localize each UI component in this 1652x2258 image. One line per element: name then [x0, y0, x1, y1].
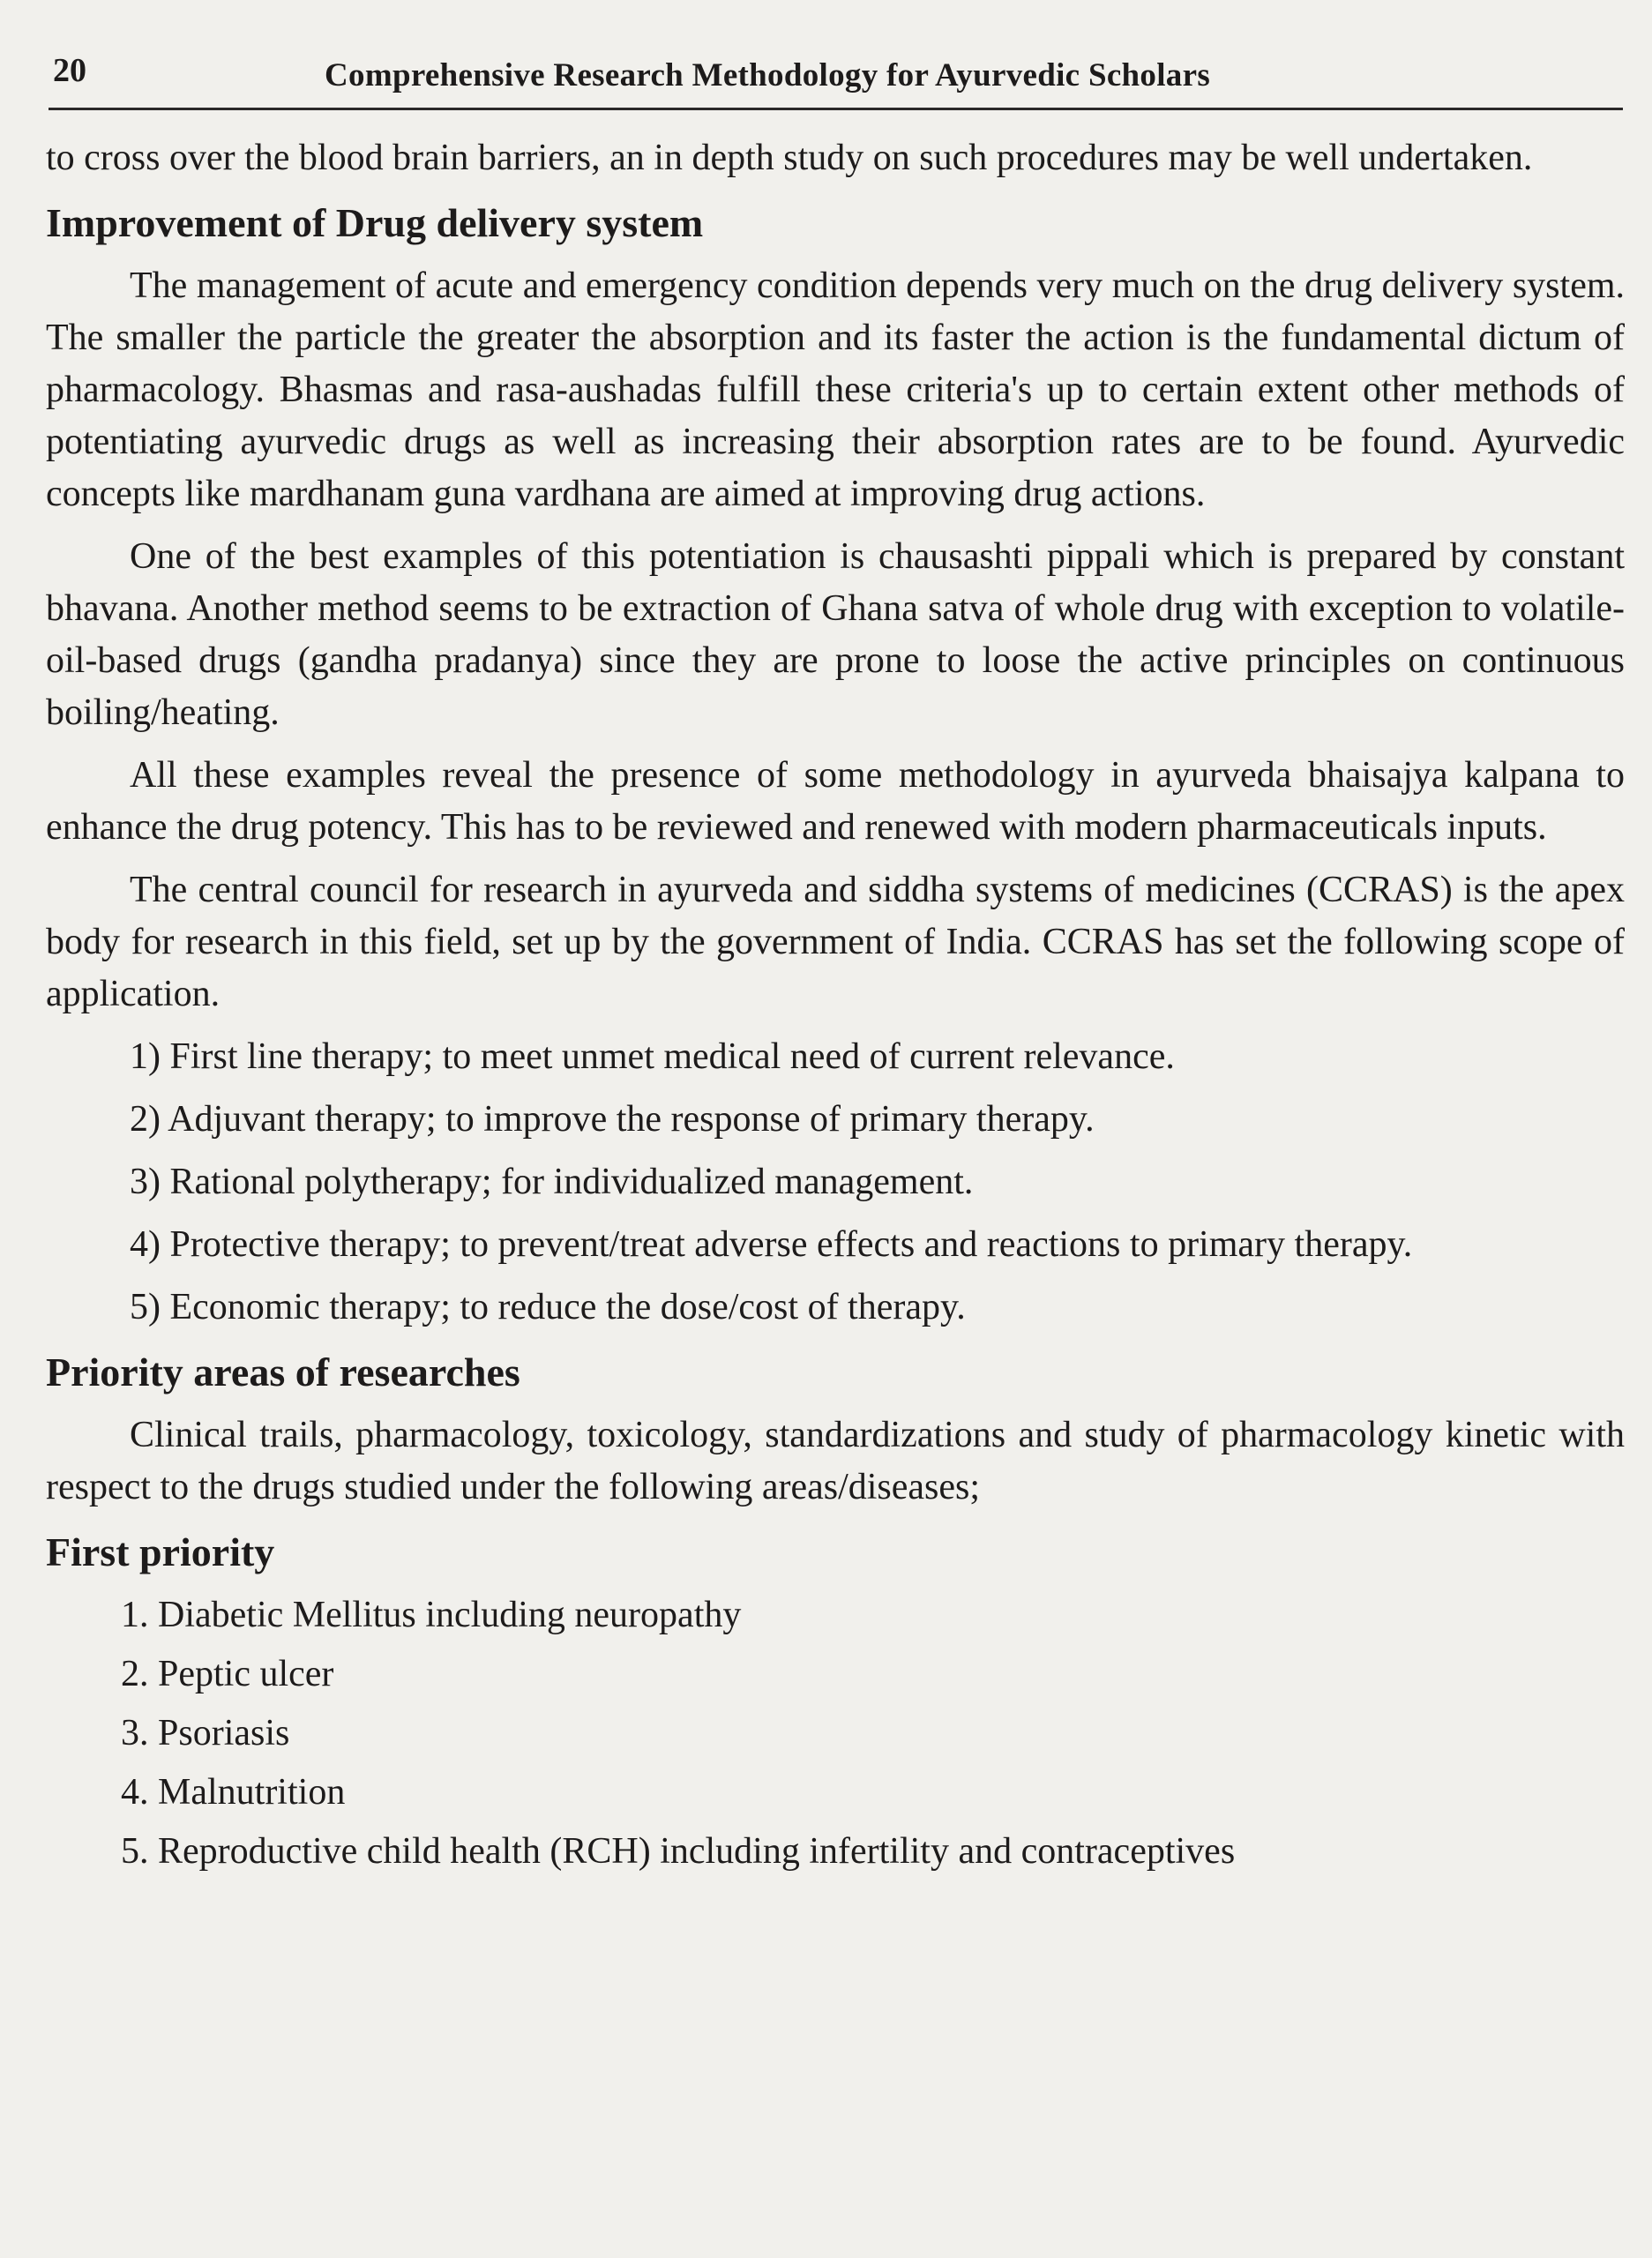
- scope-item: 1) First line therapy; to meet unmet medical need of current relevance.: [130, 1036, 1175, 1077]
- scope-item: 3) Rational polytherapy; for individualized management.: [130, 1162, 974, 1202]
- list-item: 3. Psoriasis: [121, 1713, 290, 1753]
- list-item: 1. Diabetic Mellitus including neuropathy: [121, 1595, 742, 1635]
- paragraph-priority-areas: Clinical trails, pharmacology, toxicology, standardizations and study of pharmacology kinetic with respect to the drugs studied under the following areas/diseases;: [46, 1415, 1625, 1507]
- intro-paragraph: to cross over the blood brain barriers, an in depth study on such procedures may be well undertaken.: [46, 138, 1533, 178]
- page-number: 20: [53, 52, 86, 89]
- section-heading-priority-areas: Priority areas of researches: [46, 1350, 520, 1394]
- first-priority-list: [46, 1589, 1625, 1878]
- running-title: Comprehensive Research Methodology for Ayurvedic Scholars: [325, 57, 1211, 93]
- scope-item: 4) Protective therapy; to prevent/treat adverse effects and reactions to primary therapy.: [130, 1224, 1413, 1265]
- page-header: [53, 51, 1623, 104]
- paragraph-drug-delivery-1: The management of acute and emergency condition depends very much on the drug delivery system. The smaller the particle the greater the absorption and its faster the action is the fundamental dictum of pharmacology. Bhasmas and rasa-aushadas fulfill these criteria's up to certain extent other methods of potentiating ayurvedic drugs as well as increasing their absorption rates are to be found. Ayurvedic concepts like mardhanam guna vardhana are aimed at improving drug actions.: [46, 265, 1625, 514]
- scope-list: [46, 1031, 1625, 1334]
- paragraph-drug-delivery-3: All these examples reveal the presence of some methodology in ayurveda bhaisajya kalpana to enhance the drug potency. This has to be reviewed and renewed with modern pharmaceuticals inputs.: [46, 755, 1625, 848]
- list-item: 5. Reproductive child health (RCH) including infertility and contraceptives: [121, 1831, 1236, 1872]
- page-body: [46, 132, 1625, 1878]
- header-rule: [49, 108, 1623, 110]
- scope-item: 5) Economic therapy; to reduce the dose/cost of therapy.: [130, 1287, 966, 1327]
- paragraph-drug-delivery-4: The central council for research in ayurveda and siddha systems of medicines (CCRAS) is the apex body for research in this field, set up by the government of India. CCRAS has set the following scope of application.: [46, 870, 1625, 1014]
- section-heading-first-priority: First priority: [46, 1529, 275, 1574]
- section-heading-drug-delivery: Improvement of Drug delivery system: [46, 200, 704, 245]
- list-item: 4. Malnutrition: [121, 1772, 346, 1813]
- list-item: 2. Peptic ulcer: [121, 1654, 334, 1694]
- scope-item: 2) Adjuvant therapy; to improve the response of primary therapy.: [130, 1099, 1095, 1140]
- paragraph-drug-delivery-2: One of the best examples of this potentiation is chausashti pippali which is prepared by constant bhavana. Another method seems to be extraction of Ghana satva of whole drug with exception to volatile-oil-based drugs (gandha pradanya) since they are prone to loose the active principles on continuous boiling/heating.: [46, 536, 1625, 733]
